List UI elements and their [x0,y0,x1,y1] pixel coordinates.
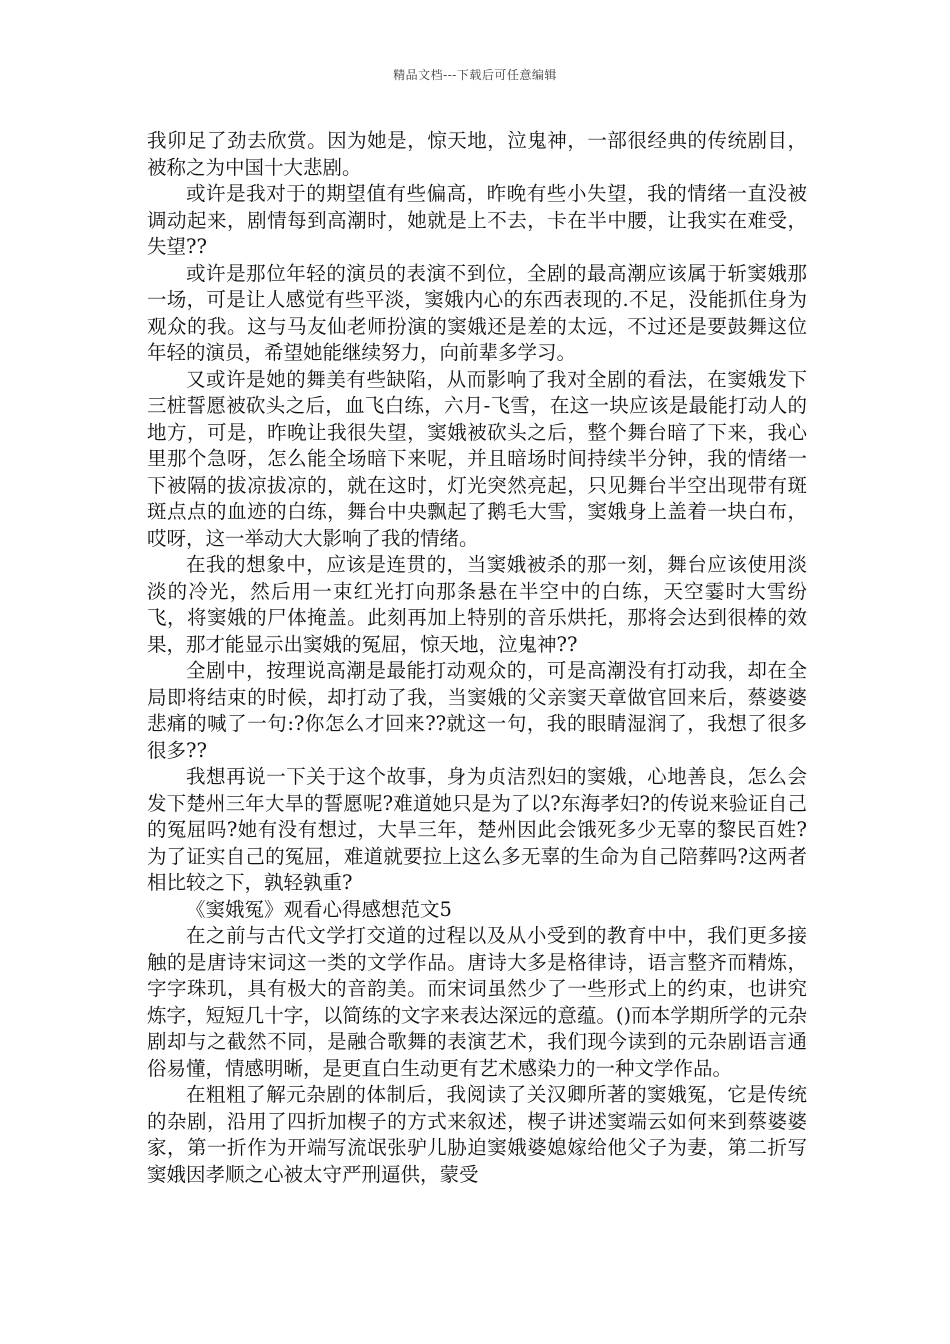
paragraph: 或许是那位年轻的演员的表演不到位，全剧的最高潮应该属于斩窦娥那一场，可是让人感觉有些平淡，窦娥内心的东西表现的.不足，没能抓住身为观众的我。这与马友仙老师扮演的窦娥还是差的太远，不过还是要鼓舞这位年轻的演员，希望她能继续努力，向前辈多学习。 [147,261,807,364]
paragraph: 或许是我对于的期望值有些偏高，昨晚有些小失望，我的情绪一直没被调动起来，剧情每到高潮时，她就是上不去，卡在半中腰，让我实在难受，失望?? [147,182,807,258]
paragraph: 全剧中，按理说高潮是最能打动观众的，可是高潮没有打动我，却在全局即将结束的时候，却打动了我，当窦娥的父亲窦天章做官回来后，蔡婆婆悲痛的喊了一句:?你怎么才回来??就这一句，我的眼睛湿润了，我想了很多很多?? [147,659,807,762]
section-heading: 《窦娥冤》观看心得感想范文5 [186,897,452,921]
paragraph: 在之前与古代文学打交道的过程以及从小受到的教育中中，我们更多接触的是唐诗宋词这一类的文学作品。唐诗大多是格律诗，语言整齐而精炼，字字珠玑，具有极大的音韵美。而宋词虽然少了一些形式上的约束，也讲究炼字，短短几十字，以简练的文字来表达深远的意蕴。()而本学期所学的元杂剧却与之截然不同，是融合歌舞的表演艺术，我们现今读到的元杂剧语言通俗易懂，情感明晰，是更直白生动更有艺术感染力的一种文学作品。 [147,924,807,1080]
paragraph: 在粗粗了解元杂剧的体制后，我阅读了关汉卿所著的窦娥冤，它是传统的杂剧，沿用了四折加楔子的方式来叙述，楔子讲述窦端云如何来到蔡婆婆家，第一折作为开端写流氓张驴儿胁迫窦娥婆媳嫁给他父子为妻，第二折写窦娥因孝顺之心被太守严刑逼供，蒙受 [147,1083,807,1186]
paragraph: 我卯足了劲去欣赏。因为她是，惊天地，泣鬼神，一部很经典的传统剧目，被称之为中国十大悲剧。 [147,129,807,179]
document-body [147,128,807,1188]
paragraph: 在我的想象中，应该是连贯的，当窦娥被杀的那一刻，舞台应该使用淡淡的冷光，然后用一束红光打向那条悬在半空中的白练，天空霎时大雪纷飞，将窦娥的尸体掩盖。此刻再加上特别的音乐烘托，那将会达到很棒的效果，那才能显示出窦娥的冤屈，惊天地，泣鬼神?? [147,553,807,656]
page-header: 精品文档---下载后可任意编辑 [393,68,557,82]
paragraph: 又或许是她的舞美有些缺陷，从而影响了我对全剧的看法，在窦娥发下三桩誓愿被砍头之后，血飞白练，六月-飞雪，在这一块应该是最能打动人的地方，可是，昨晚让我很失望，窦娥被砍头之后，整个舞台暗了下来，我心里那个急呀，怎么能全场暗下来呢，并且暗场时间持续半分钟，我的情绪一下被隔的拔凉拔凉的，就在这时，灯光突然亮起，只见舞台半空出现带有斑斑点点的血迹的白练，舞台中央飘起了鹅毛大雪，窦娥身上盖着一块白布，哎呀，这一举动大大影响了我的情绪。 [147,367,807,550]
paragraph: 我想再说一下关于这个故事，身为贞洁烈妇的窦娥，心地善良，怎么会发下楚州三年大旱的誓愿呢?难道她只是为了以?东海孝妇?的传说来验证自己的冤屈吗?她有没有想过，大旱三年，楚州因此会饿死多少无辜的黎民百姓?为了证实自己的冤屈，难道就要拉上这么多无辜的生命为自己陪葬吗?这两者相比较之下，孰轻孰重? [147,765,807,894]
